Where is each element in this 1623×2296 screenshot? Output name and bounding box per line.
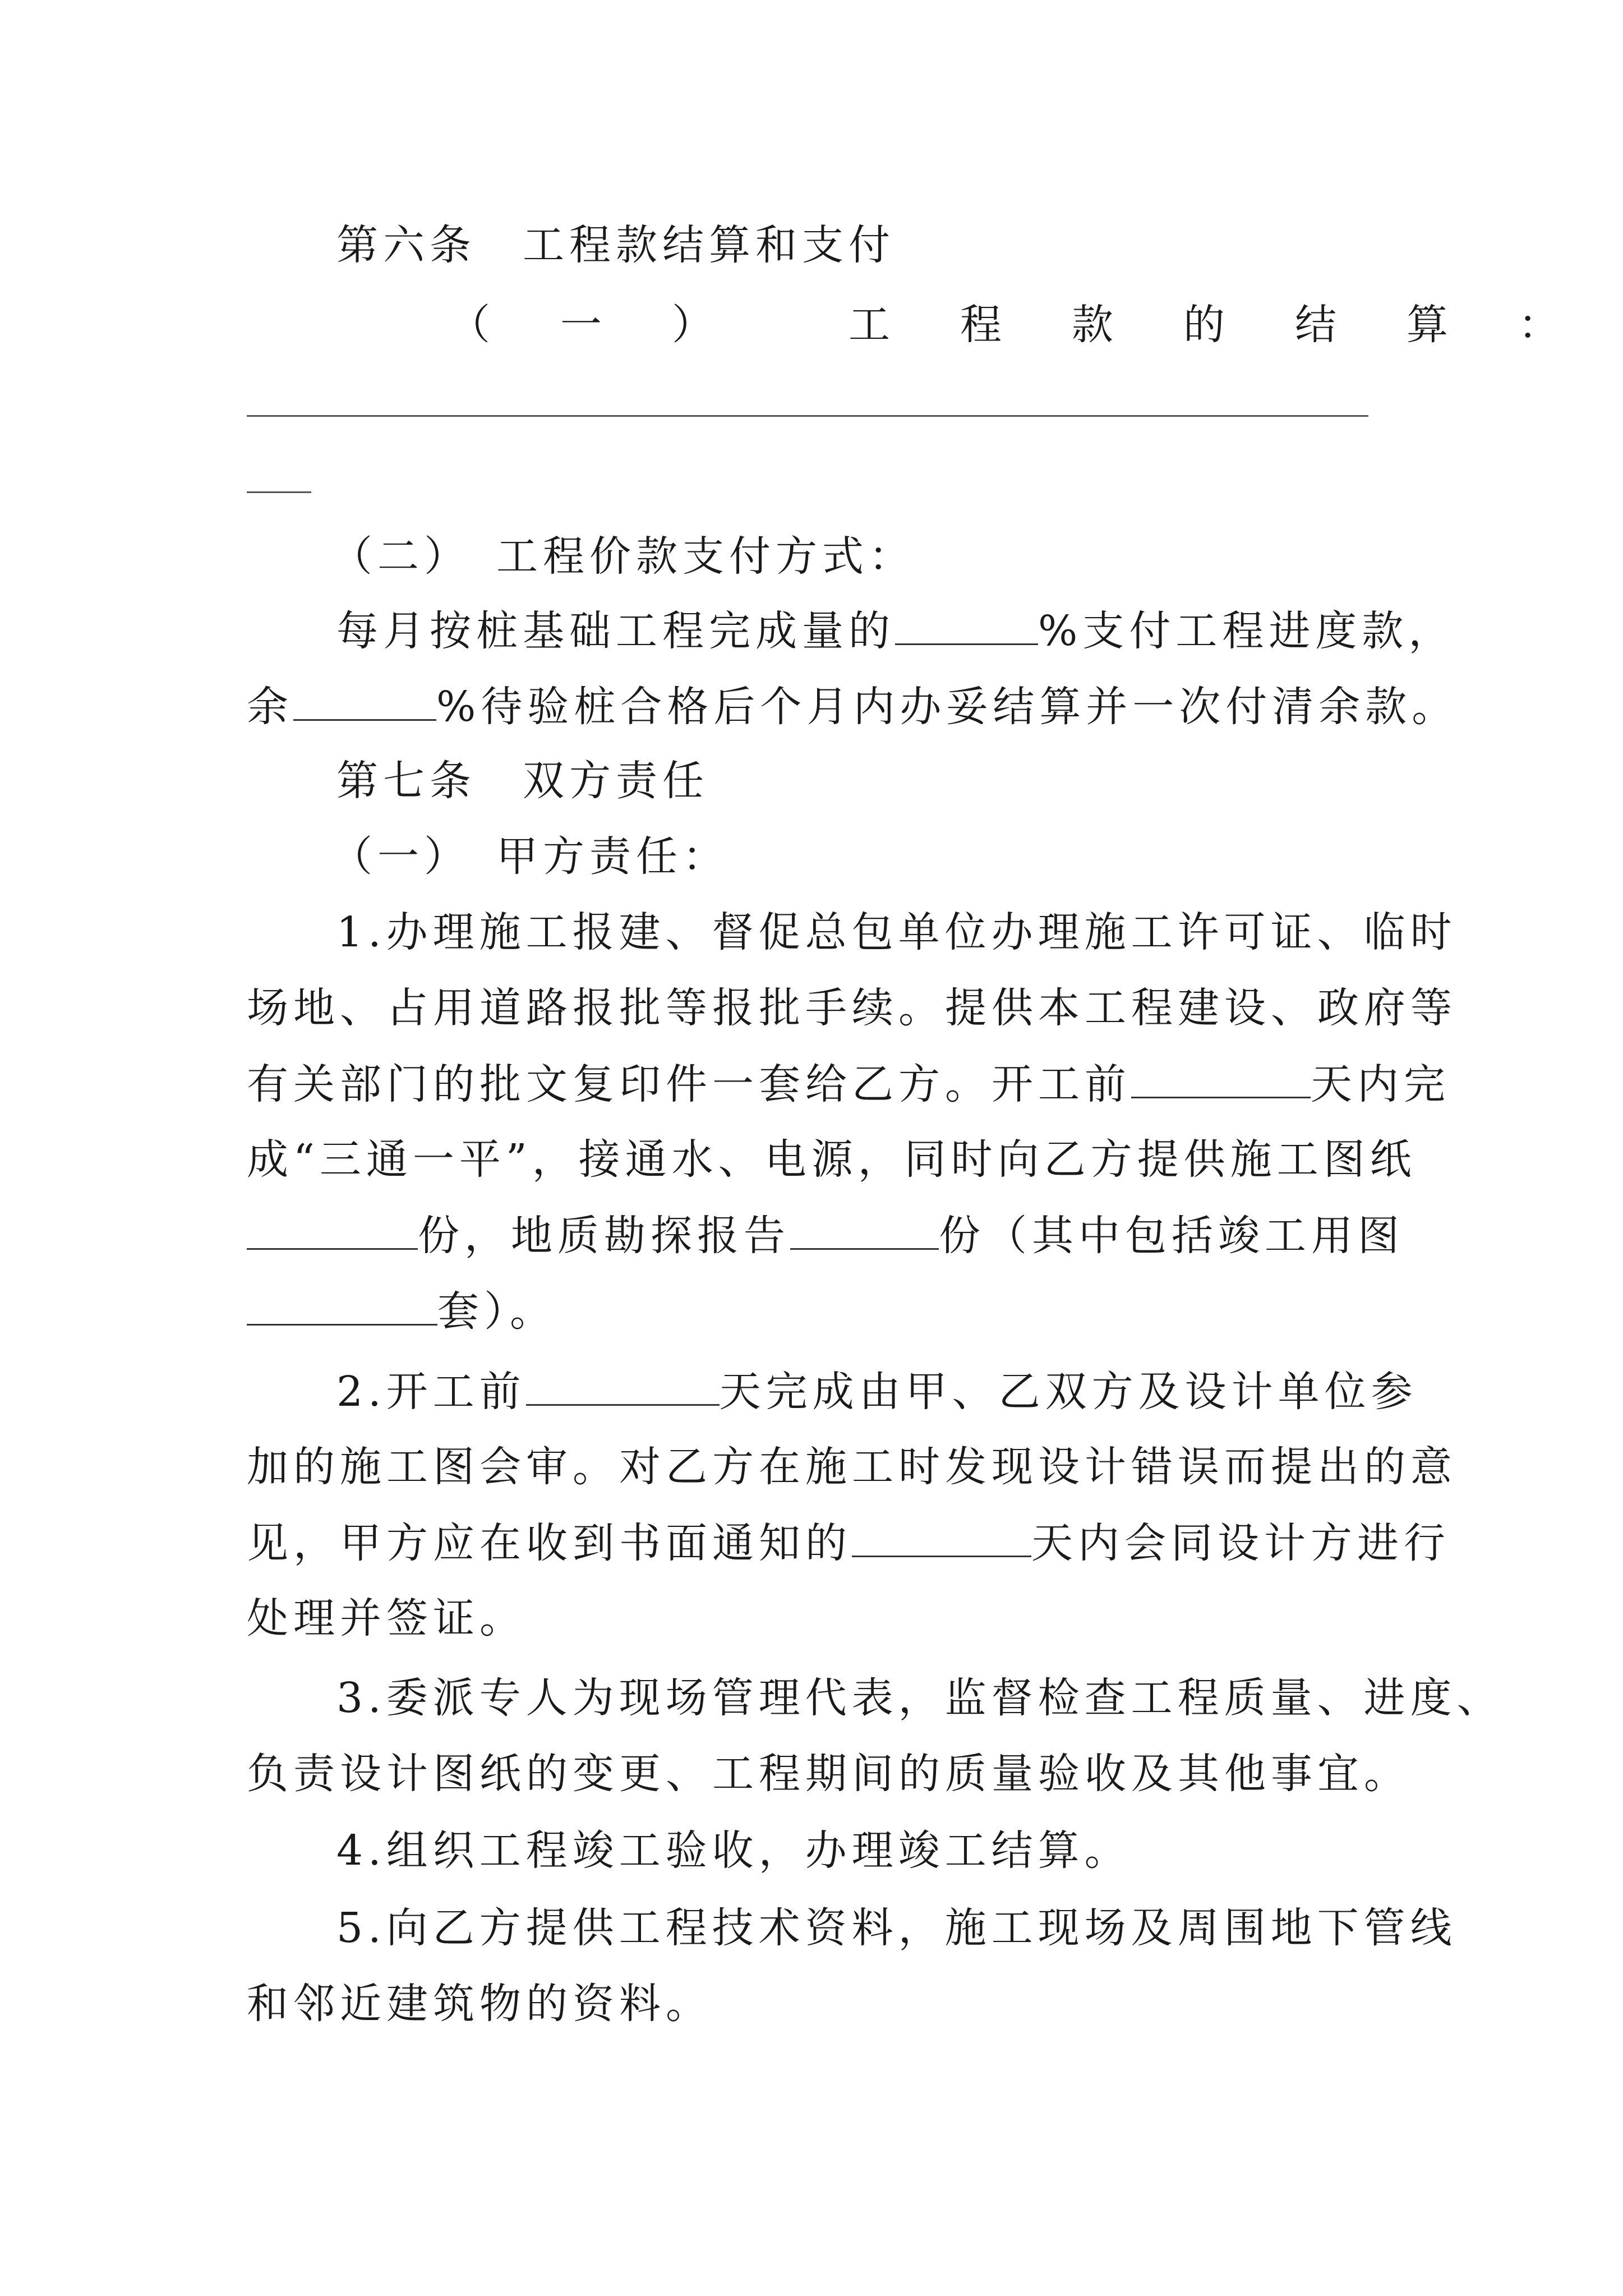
item1-char: ：	[1518, 301, 1565, 349]
item1-char: 一	[560, 301, 607, 349]
text-segment: %待验桩合格后个月内办妥结算并一次付清余款。	[436, 683, 1459, 731]
fill-in-line-end	[247, 491, 311, 493]
item1-char: 算	[1407, 301, 1453, 349]
resp3-line1: 3.委派专人为现场管理代表，监督检查工程质量、进度、	[336, 1674, 1504, 1722]
blank-field	[293, 685, 436, 721]
resp1-line4: 成“三通一平”，接通水、电源，同时向乙方提供施工图纸	[247, 1135, 1417, 1184]
resp1-line5	[247, 1212, 1404, 1260]
resp3-line2: 负责设计图纸的变更、工程期间的质量验收及其他事宜。	[247, 1750, 1410, 1798]
blank-field	[526, 1370, 720, 1406]
blank-field	[852, 1522, 1031, 1557]
blank-field	[247, 1290, 437, 1326]
text-segment: 余	[247, 683, 293, 731]
party-a-heading: （一） 甲方责任：	[331, 832, 729, 881]
item1-char: 结	[1295, 301, 1341, 349]
resp2-line1	[336, 1368, 1418, 1416]
text-segment: 每月按桩基础工程完成量的	[336, 607, 895, 655]
text-segment: 天内会同设计方进行	[1031, 1519, 1450, 1567]
item1-char: 的	[1183, 301, 1230, 349]
text-segment: 2.开工前	[336, 1368, 526, 1416]
fill-in-line	[247, 415, 1368, 417]
text-segment: 见，甲方应在收到书面通知的	[247, 1519, 852, 1567]
resp5-line1: 5.向乙方提供工程技术资料，施工现场及周围地下管线	[336, 1904, 1457, 1952]
blank-field	[790, 1214, 939, 1250]
article6-heading: 第六条 工程款结算和支付	[336, 221, 895, 269]
item1-char: （	[449, 301, 495, 349]
text-segment: 份，地质勘探报告	[418, 1212, 790, 1260]
resp2-line4: 处理并签证。	[247, 1594, 526, 1642]
resp1-line3	[247, 1060, 1450, 1108]
payment-line-2	[247, 683, 1459, 731]
article7-heading: 第七条 双方责任	[336, 757, 709, 805]
text-segment: 有关部门的批文复印件一套给乙方。开工前	[247, 1060, 1131, 1108]
blank-field	[247, 1214, 418, 1250]
resp1-line6	[247, 1287, 556, 1336]
blank-field	[1131, 1063, 1311, 1098]
item1-char: ）	[672, 301, 718, 349]
item1-char: 款	[1072, 301, 1118, 349]
resp2-line2: 加的施工图会审。对乙方在施工时发现设计错误而提出的意	[247, 1443, 1457, 1491]
resp1-line2: 场地、占用道路报批等报批手续。提供本工程建设、政府等	[247, 984, 1457, 1032]
resp2-line3	[247, 1519, 1450, 1567]
item1-char: 程	[960, 301, 1007, 349]
text-segment: 天完成由甲、乙双方及设计单位参	[719, 1368, 1418, 1416]
blank-field	[895, 610, 1038, 645]
item1-char: 工	[849, 301, 895, 349]
resp4-line1: 4.组织工程竣工验收，办理竣工结算。	[336, 1826, 1131, 1875]
resp5-line2: 和邻近建筑物的资料。	[247, 1980, 712, 2028]
resp1-line1: 1.办理施工报建、督促总包单位办理施工许可证、临时	[336, 908, 1457, 956]
text-segment: %支付工程进度款，	[1038, 607, 1455, 655]
text-segment: 套）。	[437, 1287, 556, 1336]
text-segment: 份（其中包括竣工用图	[939, 1212, 1404, 1260]
article6-item1-heading	[449, 301, 1565, 349]
payment-line-1	[336, 607, 1455, 655]
text-segment: 天内完	[1311, 1060, 1450, 1108]
article6-item2-heading: （二） 工程价款支付方式：	[331, 532, 915, 581]
